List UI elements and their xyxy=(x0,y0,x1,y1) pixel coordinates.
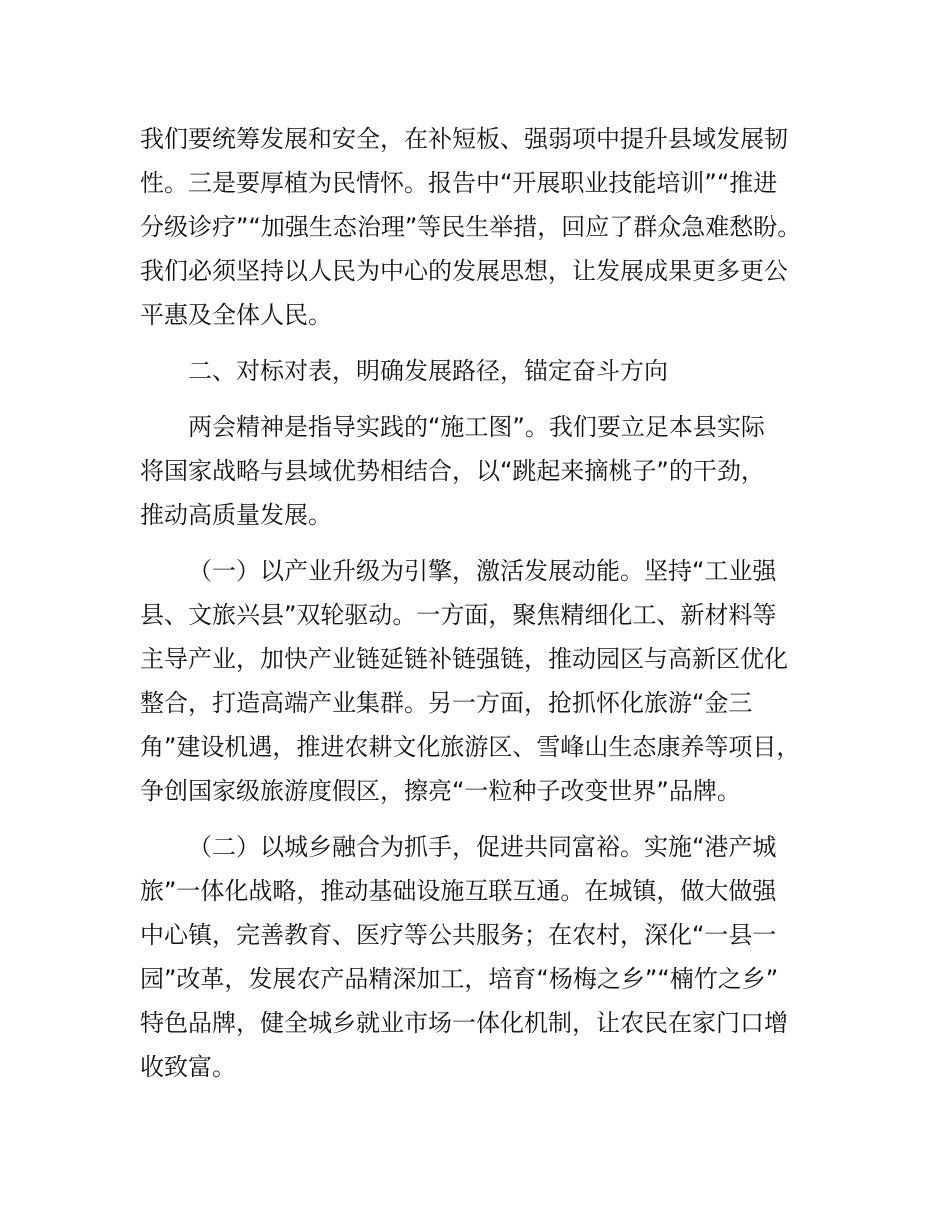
text-line: 园”改革，发展农产品精深加工，培育“杨梅之乡”“楠竹之乡” xyxy=(140,965,779,993)
section-heading xyxy=(140,349,830,393)
paragraph-industry xyxy=(140,549,830,813)
text-line: 县、文旅兴县”双轮驱动。一方面，聚焦精细化工、新材料等 xyxy=(140,601,777,629)
text-line: 特色品牌，健全城乡就业市场一体化机制，让农民在家门口增 xyxy=(140,1009,788,1037)
text-line: 平惠及全体人民。 xyxy=(140,301,332,329)
text-line: 我们必须坚持以人民为中心的发展思想，让发展成果更多更公 xyxy=(140,257,788,285)
heading-line: 二、对标对表，明确发展路径，锚定奋斗方向 xyxy=(188,357,668,385)
text-line: 整合，打造高端产业集群。另一方面，抢抓怀化旅游“金三 xyxy=(140,689,753,717)
text-line: 性。三是要厚植为民情怀。报告中“开展职业技能培训”“推进 xyxy=(140,169,778,197)
text-line: 收致富。 xyxy=(140,1053,236,1081)
text-line: 我们要统筹发展和安全，在补短板、强弱项中提升县域发展韧 xyxy=(140,125,788,153)
paragraph-intro xyxy=(140,405,830,537)
text-line: 中心镇，完善教育、医疗等公共服务；在农村，深化“一县一 xyxy=(140,921,777,949)
text-line: 将国家战略与县域优势相结合，以“跳起来摘桃子”的干劲， xyxy=(140,457,765,485)
document-body xyxy=(140,117,830,1089)
text-line: 两会精神是指导实践的“施工图”。我们要立足本县实际 xyxy=(188,413,765,441)
text-line: （一）以产业升级为引擎，激活发展动能。坚持“工业强 xyxy=(188,557,777,585)
text-line: 旅”一体化战略，推动基础设施互联互通。在城镇，做大做强 xyxy=(140,877,777,905)
paragraph-continuation xyxy=(140,117,830,337)
text-line: 分级诊疗”“加强生态治理”等民生举措，回应了群众急难愁盼。 xyxy=(140,213,802,241)
text-line: 角”建设机遇，推进农耕文化旅游区、雪峰山生态康养等项目， xyxy=(140,733,801,761)
text-line: 推动高质量发展。 xyxy=(140,501,332,529)
paragraph-urban-rural xyxy=(140,825,830,1089)
text-line: 主导产业，加快产业链延链补链强链，推动园区与高新区优化 xyxy=(140,645,788,673)
text-line: 争创国家级旅游度假区，擦亮“一粒种子改变世界”品牌。 xyxy=(140,777,741,805)
text-line: （二）以城乡融合为抓手，促进共同富裕。实施“港产城 xyxy=(188,833,777,861)
